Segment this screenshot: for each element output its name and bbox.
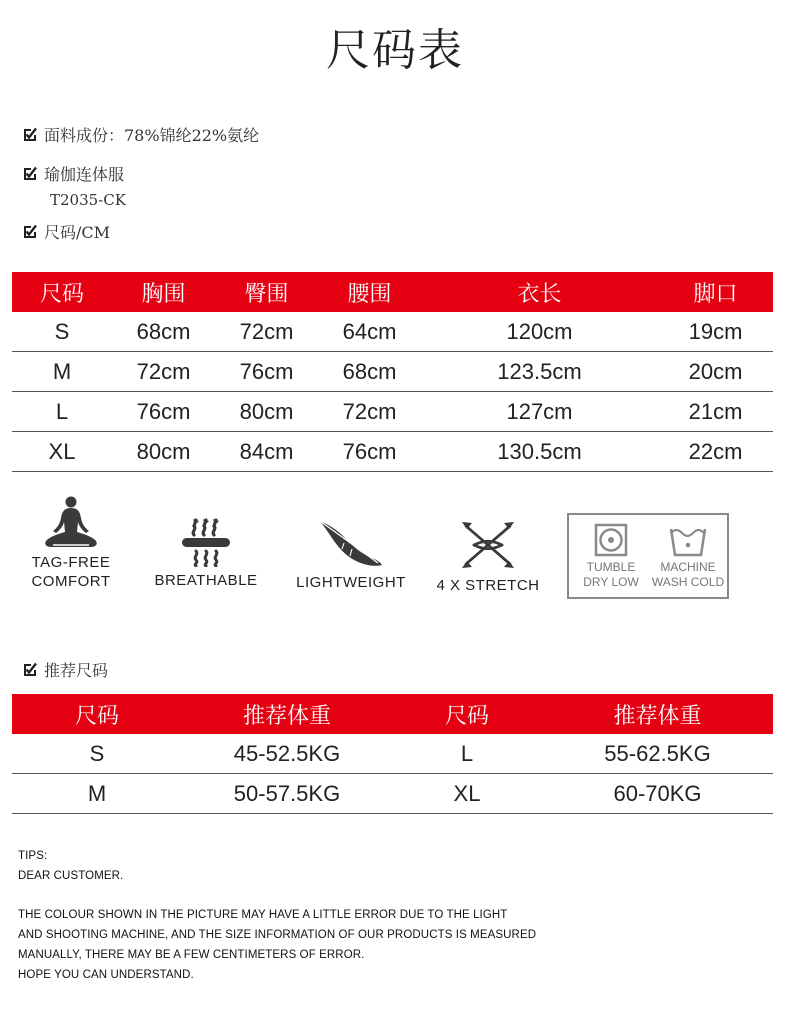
size-table-header [12, 272, 773, 312]
recommend-heading-line [22, 658, 108, 681]
check-icon [22, 662, 38, 678]
tips-line-3: MANUALLY, THERE MAY BE A FEW CENTIMETERS OF ERROR. [18, 949, 365, 961]
tips-line-2: AND SHOOTING MACHINE, AND THE SIZE INFORMATION OF OUR PRODUCTS IS MEASURED [18, 929, 537, 941]
table-row [12, 392, 773, 432]
product-code: T2035-CK [50, 191, 126, 209]
care-instructions-box [567, 513, 729, 599]
column-header: 脚口 [658, 272, 773, 312]
table-cell: 76cm [318, 432, 421, 472]
feature-stretch [433, 518, 543, 595]
check-icon [22, 224, 38, 240]
weight-cell: 50-57.5KG [182, 774, 392, 814]
table-cell: 123.5cm [421, 352, 658, 392]
check-icon [22, 166, 38, 182]
fabric-line [22, 123, 259, 146]
column-header: 衣长 [421, 272, 658, 312]
tips-line-4: HOPE YOU CAN UNDERSTAND. [18, 969, 194, 981]
tumble-label-2: DRY LOW [583, 575, 639, 589]
breathable-label: BREATHABLE [154, 572, 258, 589]
recommend-table-header [12, 694, 773, 734]
column-header: 胸围 [112, 272, 215, 312]
wash-cold-icon [668, 523, 708, 557]
weight-cell: 55-62.5KG [542, 734, 773, 774]
size-cell: XL [392, 774, 542, 814]
wash-label-1: MACHINE [660, 560, 716, 574]
table-cell: 21cm [658, 392, 773, 432]
size-cell: L [392, 734, 542, 774]
size-cell: M [12, 774, 182, 814]
table-cell: 84cm [215, 432, 318, 472]
table-cell: 76cm [215, 352, 318, 392]
wash-label-2: WASH COLD [651, 575, 725, 589]
feature-tag-free [20, 495, 122, 591]
meditation-icon [39, 495, 103, 555]
table-cell: 80cm [112, 432, 215, 472]
feature-lightweight [292, 517, 410, 592]
unit-line [22, 220, 110, 243]
size-table [12, 272, 773, 472]
table-row [12, 734, 773, 774]
table-row [12, 774, 773, 814]
table-cell: 72cm [112, 352, 215, 392]
table-cell: 80cm [215, 392, 318, 432]
page-title: 尺码表 [326, 25, 464, 76]
table-row [12, 312, 773, 352]
table-cell: 68cm [112, 312, 215, 352]
table-cell: 72cm [318, 392, 421, 432]
table-cell: 20cm [658, 352, 773, 392]
stretch-arrows-icon [456, 518, 520, 572]
feather-icon [316, 517, 386, 567]
column-header: 腰围 [318, 272, 421, 312]
size-cell: S [12, 312, 112, 352]
lightweight-label: LIGHTWEIGHT [296, 574, 406, 591]
check-icon [22, 127, 38, 143]
recommend-heading: 推荐尺码 [44, 661, 109, 680]
tips-line-1: THE COLOUR SHOWN IN THE PICTURE MAY HAVE A LITTLE ERROR DUE TO THE LIGHT [18, 909, 508, 921]
care-tumble-dry [575, 523, 647, 590]
care-wash-cold [649, 523, 727, 590]
fabric-text: 面料成份：78%锦纶22%氨纶 [44, 126, 260, 145]
tips-label: TIPS: [18, 850, 48, 862]
table-cell: 127cm [421, 392, 658, 432]
column-header: 推荐体重 [542, 694, 773, 734]
tag-free-label-2: COMFORT [31, 573, 111, 590]
table-row [12, 352, 773, 392]
column-header: 尺码 [12, 272, 112, 312]
product-name-text: 瑜伽连体服 [44, 165, 125, 184]
unit-text: 尺码/CM [44, 223, 111, 242]
size-cell: XL [12, 432, 112, 472]
column-header: 臀围 [215, 272, 318, 312]
tumble-label-1: TUMBLE [586, 560, 636, 574]
weight-cell: 45-52.5KG [182, 734, 392, 774]
size-cell: M [12, 352, 112, 392]
weight-cell: 60-70KG [542, 774, 773, 814]
table-cell: 68cm [318, 352, 421, 392]
recommend-table [12, 694, 773, 814]
column-header: 尺码 [392, 694, 542, 734]
table-cell: 19cm [658, 312, 773, 352]
tag-free-label-1: TAG-FREE [31, 554, 111, 571]
table-cell: 22cm [658, 432, 773, 472]
table-cell: 120cm [421, 312, 658, 352]
table-cell: 64cm [318, 312, 421, 352]
column-header: 推荐体重 [182, 694, 392, 734]
column-header: 尺码 [12, 694, 182, 734]
breathable-icon [176, 517, 236, 567]
feature-breathable [150, 517, 262, 590]
table-cell: 130.5cm [421, 432, 658, 472]
table-cell: 72cm [215, 312, 318, 352]
table-cell: 76cm [112, 392, 215, 432]
stretch-label: 4 X STRETCH [436, 577, 540, 594]
product-name-line [22, 162, 124, 185]
table-row [12, 432, 773, 472]
tips-greeting: DEAR CUSTOMER. [18, 870, 124, 882]
size-cell: L [12, 392, 112, 432]
tumble-dry-icon [594, 523, 628, 557]
size-cell: S [12, 734, 182, 774]
